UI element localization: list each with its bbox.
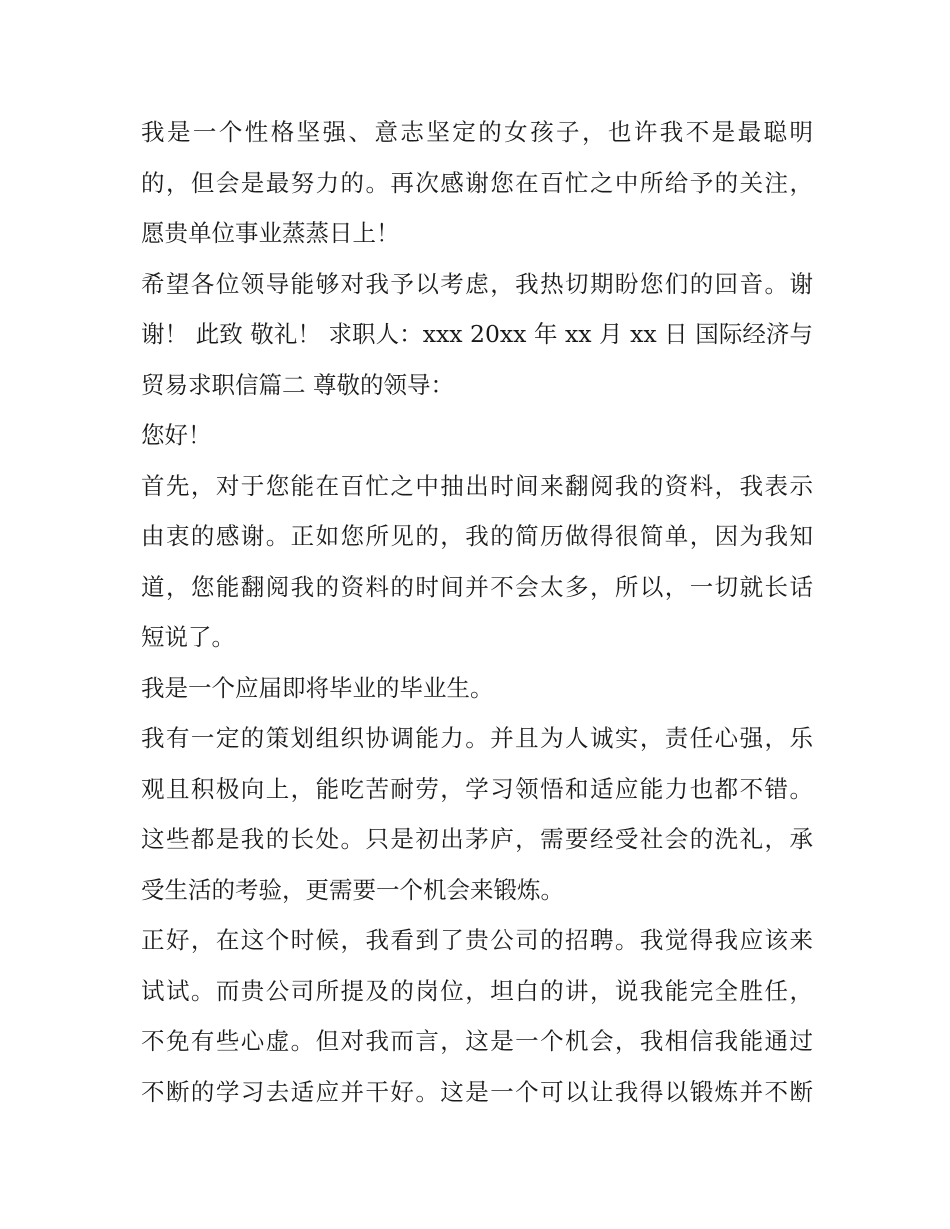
- text-line: 受生活的考验，更需要一个机会来锻炼。: [141, 875, 564, 904]
- text-line: 我是一个应届即将毕业的毕业生。: [141, 673, 494, 702]
- text-line: 的，但会是最努力的。再次感谢您在百忙之中所给予的关注，: [141, 168, 813, 197]
- text-line: 贸易求职信篇二 尊敬的领导：: [141, 370, 454, 399]
- text-line: 由衷的感谢。正如您所见的，我的简历做得很简单，因为我知: [141, 522, 813, 550]
- text-line: 试试。而贵公司所提及的岗位，坦白的讲，说我能完全胜任，: [141, 976, 813, 1005]
- text-line: 我是一个性格坚强、意志坚定的女孩子，也许我不是最聪明: [141, 118, 813, 146]
- text-line: 观且积极向上，能吃苦耐劳，学习领悟和适应能力也都不错。: [141, 774, 813, 803]
- text-line: 谢！ 此致 敬礼！ 求职人：xxx 20xx 年 xx 月 xx 日 国际经济与: [141, 320, 813, 348]
- text-line: 正好，在这个时候，我看到了贵公司的招聘。我觉得我应该来: [141, 926, 813, 954]
- text-line: 道，您能翻阅我的资料的时间并不会太多，所以，一切就长话: [141, 572, 813, 601]
- text-line: 我有一定的策划组织协调能力。并且为人诚实，责任心强，乐: [141, 724, 813, 752]
- text-line: 短说了。: [141, 623, 235, 651]
- text-line: 不免有些心虚。但对我而言，这是一个机会，我相信我能通过: [141, 1027, 813, 1055]
- text-line: 这些都是我的长处。只是初出茅庐，需要经受社会的洗礼，承: [141, 825, 813, 853]
- text-line: 首先，对于您能在百忙之中抽出时间来翻阅我的资料，我表示: [141, 471, 813, 500]
- text-line: 不断的学习去适应并干好。这是一个可以让我得以锻炼并不断: [141, 1077, 813, 1106]
- text-line: 愿贵单位事业蒸蒸日上！: [141, 219, 400, 247]
- text-line: 您好！: [141, 421, 212, 449]
- text-line: 希望各位领导能够对我予以考虑，我热切期盼您们的回音。谢: [141, 269, 813, 298]
- document-body: [141, 107, 813, 1117]
